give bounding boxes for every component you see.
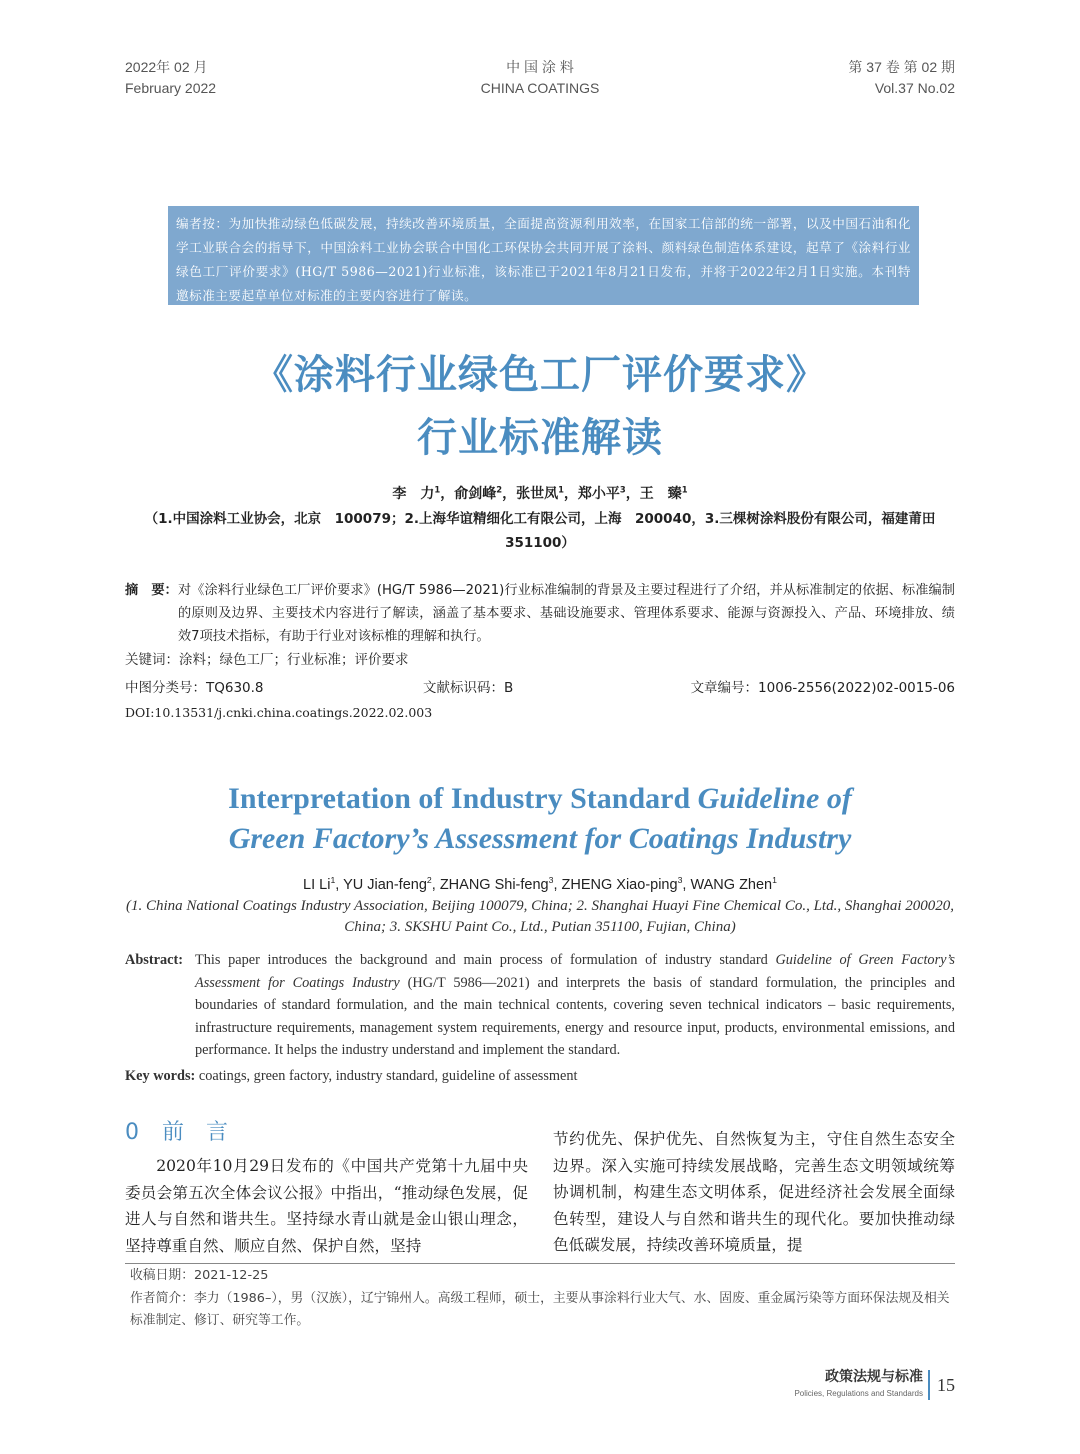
author-sup: 1 bbox=[434, 484, 441, 495]
header-volume-en: Vol.37 No.02 bbox=[874, 80, 955, 96]
abstract-en-label: Abstract: bbox=[125, 952, 183, 968]
title-en-plain: Interpretation of Industry Standard bbox=[228, 782, 698, 815]
author-sup: 3 bbox=[619, 484, 626, 495]
author-en: ZHENG Xiao-ping bbox=[561, 877, 678, 893]
author-sup: 2 bbox=[496, 484, 503, 495]
keywords-en-label: Key words: bbox=[125, 1068, 196, 1084]
author-sup: 3 bbox=[677, 875, 683, 886]
clc-number: 中图分类号：TQ630.8 bbox=[125, 680, 264, 696]
body-column-left: 2020年10月29日发布的《中国共产党第十九届中央委员会第五次全体会议公报》中指出，“推动绿色发展，促进人与自然和谐共生。坚持绿水青山就是金山银山理念，坚持尊重自然、顺应自然、保护自然，坚持 bbox=[125, 1157, 528, 1255]
footer-divider bbox=[928, 1370, 930, 1400]
abstract-cn-text: 对《涂料行业绿色工厂评价要求》(HG/T 5986—2021)行业标准编制的背景及主要过程进行了介绍，并从标准制定的依据、标准编制的原则及边界、主要技术内容进行了解读，涵盖了基本要求、基础设施要求、管理体系要求、能源与资源投入、产品、环境排放、绩效7项技术指标，有助于行业对该标椎的理解和执行。 bbox=[178, 583, 955, 644]
keywords-en bbox=[125, 1065, 578, 1087]
author-cn: 张世凤 bbox=[516, 486, 559, 502]
abstract-en-part2: (HG/T 5986—2021) and interprets the basis of standard formulation, the principles and boundaries of standard formulation, and the main technical contents, covering seven technical indicators – basic requirements, infrastructure requirements, management system requirements, energy and resource input, products, environmental emissions, and performance. It helps the industry understand and implement the standard. bbox=[195, 974, 956, 1058]
abstract-en-text bbox=[195, 949, 955, 1062]
authors-en: LI Li$^1$, YU Jian-feng$^2$, ZHANG Shi-feng$^3$, ZHENG Xiao-ping$^3$, WANG Zhen$^1$ bbox=[303, 875, 777, 893]
author-sup: 1 bbox=[681, 484, 688, 495]
affiliations-en: (1. China National Coatings Industry Association, Beijing 100079, China; 2. Shanghai Huayi Fine Chemical Co., Ltd., Shanghai 200020, China; 3. SKSHU Paint Co., Ltd., Putian 351100, Fujian, China) bbox=[125, 898, 955, 935]
body-column-right: 节约优先、保护优先、自然恢复为主，守住自然生态安全边界。深入实施可持续发展战略，完善生态文明领域统筹协调机制，构建生态文明体系，促进经济社会发展全面绿色转型，建设人与自然和谐共生的现代化。要加快推动绿色低碳发展，持续改善环境质量，提 bbox=[553, 1130, 955, 1254]
abstract-en-italic: Guideline of Green Factory’s Assessment for Coatings Industry bbox=[195, 952, 955, 991]
author-sup: 2 bbox=[426, 875, 432, 886]
footnote-author-bio: 作者简介：李力（1986–），男（汉族），辽宁锦州人。高级工程师，硕士，主要从事涂料行业大气、水、固废、重金属污染等方面环保法规及相关标准制定、修订、研究等工作。 bbox=[130, 1291, 950, 1328]
page-number: 15 bbox=[937, 1375, 955, 1395]
section-heading bbox=[125, 1117, 228, 1149]
title-cn-line1: 《涂料行业绿色工厂评价要求》 bbox=[253, 352, 827, 398]
article-number: 文章编号：1006-2556(2022)02-0015-06 bbox=[690, 680, 955, 696]
section-title: 前 言 bbox=[162, 1120, 229, 1145]
footnote-received: 收稿日期：2021-12-25 bbox=[130, 1268, 269, 1283]
title-cn-line2: 行业标准解读 bbox=[417, 415, 663, 461]
author-en: WANG Zhen bbox=[690, 877, 773, 893]
title-en-italic-1: Guideline of bbox=[697, 782, 852, 815]
author-cn: 李 力 bbox=[392, 486, 435, 502]
doi: DOI:10.13531/j.cnki.china.coatings.2022.02.003 bbox=[125, 705, 433, 720]
author-cn: 王 臻 bbox=[639, 486, 682, 502]
abstract-en bbox=[125, 949, 955, 1062]
header-date-en: February 2022 bbox=[125, 80, 217, 96]
header-volume-cn: 第 37 卷 第 02 期 bbox=[848, 59, 955, 75]
keywords-cn: 关键词：涂料；绿色工厂；行业标准；评价要求 bbox=[125, 652, 409, 668]
authors-cn: 李 力$^1$，俞剑峰$^2$，张世凤$^1$，郑小平$^3$，王 臻$^1$ bbox=[392, 484, 688, 502]
abstract-en-part1: This paper introduces the background and main process of formulation of industry standard bbox=[195, 952, 776, 968]
author-cn: 俞剑峰 bbox=[454, 486, 497, 502]
author-en: LI Li bbox=[303, 877, 331, 893]
title-en-line1 bbox=[100, 779, 980, 819]
affiliations-cn: （1.中国涂料工业协会，北京 100079；2.上海华谊精细化工有限公司，上海 200040，3.三棵树涂料股份有限公司，福建莆田 351100） bbox=[144, 511, 949, 551]
keywords-en-text: coatings, green factory, industry standard, guideline of assessment bbox=[195, 1068, 578, 1084]
header-journal-cn: 中 国 涂 料 bbox=[506, 59, 574, 75]
author-sup: 1 bbox=[330, 875, 336, 886]
editor-note: 编者按：为加快推动绿色低碳发展，持续改善环境质量，全面提高资源利用效率，在国家工信部的统一部署，以及中国石油和化学工业联合会的指导下，中国涂料工业协会联合中国化工环保协会共同开展了涂料、颜料绿色制造体系建设，起草了《涂料行业绿色工厂评价要求》(HG/T 5986—2021)行业标准，该标准已于2021年8月21日发布，并将于2022年2月1日实施。本刊特邀标准主要起草单位对标准的主要内容进行了解读。 bbox=[168, 206, 919, 305]
author-en: YU Jian-feng bbox=[343, 877, 427, 893]
footer-section-en: Policies, Regulations and Standards bbox=[794, 1389, 923, 1398]
header-date bbox=[125, 57, 216, 99]
title-en-italic-2: Green Factory’s Assessment for Coatings Industry bbox=[228, 822, 852, 855]
abstract-cn-label: 摘 要： bbox=[125, 583, 178, 598]
author-cn: 郑小平 bbox=[577, 486, 620, 502]
author-en: ZHANG Shi-feng bbox=[439, 877, 549, 893]
footnote-divider bbox=[125, 1263, 955, 1264]
header-volume bbox=[848, 57, 955, 99]
section-number: 0 bbox=[125, 1120, 139, 1145]
author-sup: 1 bbox=[558, 484, 564, 495]
abstract-cn bbox=[125, 579, 955, 648]
header-journal bbox=[390, 57, 690, 99]
header-journal-en: CHINA COATINGS bbox=[480, 80, 600, 96]
document-code: 文献标识码：B bbox=[423, 680, 514, 696]
author-sup: 1 bbox=[772, 875, 777, 886]
header-date-cn: 2022年 02 月 bbox=[125, 59, 208, 75]
author-sup: 3 bbox=[548, 875, 554, 886]
title-en-line2 bbox=[100, 819, 980, 859]
footer-section-cn: 政策法规与标准 bbox=[825, 1369, 923, 1385]
